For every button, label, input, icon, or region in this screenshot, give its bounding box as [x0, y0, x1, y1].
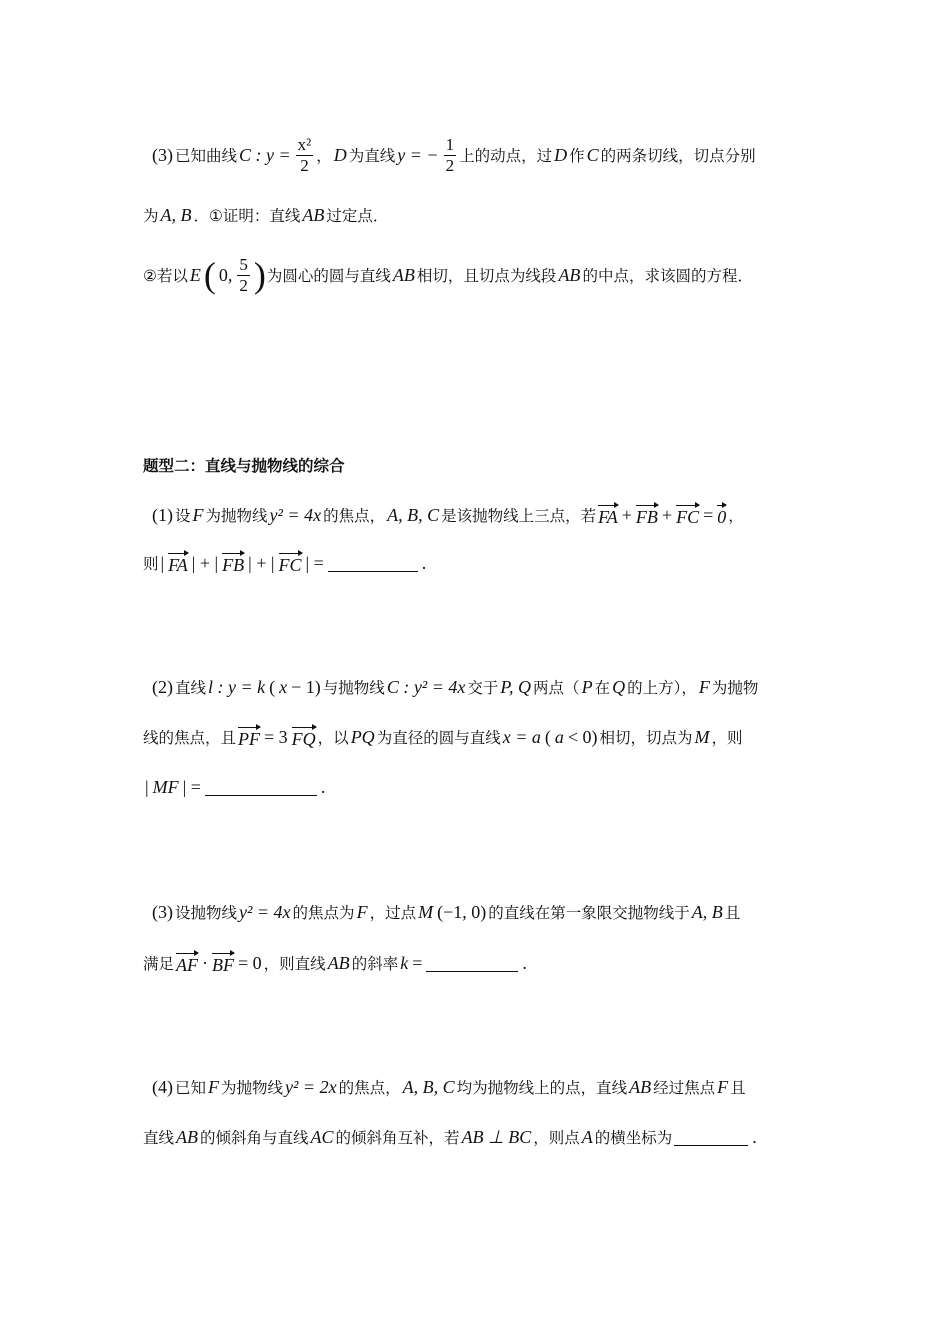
text: 相切，切点为: [599, 729, 693, 747]
text: ，以: [317, 729, 349, 747]
fraction-numerator: x²: [297, 134, 312, 154]
math-italic: A, B: [691, 901, 723, 922]
math-italic: C: [586, 144, 599, 165]
text: 的斜率: [351, 955, 399, 973]
q2-line-2: [143, 717, 743, 757]
math-italic: l : y = k: [208, 676, 266, 697]
math-italic: x = a: [502, 726, 541, 747]
p3-line-2: [143, 195, 388, 235]
vector: FB: [636, 503, 658, 528]
large-paren: (: [203, 255, 216, 295]
q4-line-1: [150, 1067, 746, 1107]
vector: 0: [717, 503, 726, 528]
text: 直线: [143, 1129, 175, 1147]
math-roman: (: [544, 726, 551, 747]
math-italic: F: [192, 504, 204, 525]
text: 且: [730, 1079, 746, 1097]
large-paren: ): [253, 255, 266, 295]
text: 则: [143, 555, 159, 573]
text: 均为抛物线上的点，直线: [456, 1079, 628, 1097]
text: ，过点: [369, 904, 417, 922]
fraction-denominator: 2: [445, 155, 455, 175]
text: 的上方），: [627, 679, 697, 697]
q2-line-1: [150, 667, 758, 707]
vector: BF: [212, 951, 234, 976]
math-italic: Q: [612, 676, 626, 697]
text: 为直线: [348, 147, 396, 165]
text: 已知曲线: [175, 147, 238, 165]
answer-blank: [674, 1129, 748, 1146]
math-italic: F: [717, 1076, 729, 1097]
vector: FQ: [292, 725, 316, 750]
math-italic: A, B, C: [387, 504, 440, 525]
text: 的焦点，: [338, 1079, 401, 1097]
q3-line-1: [150, 892, 740, 932]
math-roman: |: [145, 776, 149, 797]
math-roman: |: [160, 552, 165, 573]
math-italic: D: [333, 144, 347, 165]
math-italic: AB: [176, 1126, 199, 1147]
section-heading: [143, 445, 345, 485]
text: 经过焦点: [653, 1079, 716, 1097]
vector: FA: [168, 551, 188, 576]
text: ，: [728, 507, 744, 525]
text: 在: [594, 679, 611, 697]
math-roman: (2): [152, 676, 173, 697]
text: 为圆心的圆与直线: [266, 267, 391, 285]
math-roman: .: [421, 552, 427, 573]
math-italic: y = −: [397, 144, 439, 165]
text: 的倾斜角与直线: [200, 1129, 309, 1147]
text: 题型二：直线与抛物线的综合: [143, 457, 345, 475]
text: 是该抛物线上三点，若: [441, 507, 597, 525]
text: 作: [569, 147, 585, 165]
math-italic: M: [694, 726, 710, 747]
math-roman: < 0): [567, 726, 598, 747]
math-italic: A, B, C: [402, 1076, 455, 1097]
text: 的焦点，: [323, 507, 386, 525]
text: 的横坐标为: [594, 1129, 673, 1147]
math-roman: +: [621, 504, 632, 525]
math-italic: k: [400, 952, 409, 973]
math-roman: − 1): [291, 676, 321, 697]
math-italic: AB: [392, 264, 415, 285]
text: 设: [175, 507, 191, 525]
math-roman: (3): [152, 144, 173, 165]
text: 为: [143, 207, 159, 225]
math-roman: (4): [152, 1076, 173, 1097]
q1-line-2: [143, 543, 428, 583]
text: 设抛物线: [175, 904, 238, 922]
text: ，则: [711, 729, 743, 747]
math-italic: C : y =: [239, 144, 291, 165]
math-roman: | =: [305, 552, 324, 573]
text: 满足: [143, 955, 175, 973]
math-italic: F: [208, 1076, 220, 1097]
math-italic: M: [418, 901, 434, 922]
text: 相切，且切点为线段: [416, 267, 557, 285]
fraction-numerator: 1: [445, 134, 455, 154]
text: 的两条切线，切点分别: [600, 147, 756, 165]
q4-line-2: [143, 1117, 759, 1157]
math-italic: MF: [152, 776, 179, 797]
text: 的直线在第一象限交抛物线于: [488, 904, 690, 922]
q3-line-2: [143, 943, 529, 983]
math-italic: AB: [302, 204, 325, 225]
text: 线的焦点，且: [143, 729, 237, 747]
math-roman: .: [320, 776, 326, 797]
math-roman: = 0: [238, 952, 262, 973]
text: 上的动点，过: [459, 147, 553, 165]
q1-line-1: [150, 495, 744, 535]
math-italic: a: [554, 726, 564, 747]
vector: FA: [598, 503, 618, 528]
math-italic: AB: [558, 264, 581, 285]
math-italic: C : y² = 4x: [386, 676, 466, 697]
text: 且: [724, 904, 741, 922]
math-italic: F: [698, 676, 710, 697]
math-roman: .: [522, 952, 527, 973]
math-roman: | + |: [191, 552, 219, 573]
q2-line-3: [143, 767, 327, 807]
math-italic: E: [189, 264, 201, 285]
fraction-numerator: 5: [239, 254, 248, 274]
text: 为抛物线: [205, 507, 268, 525]
text: ②若以: [143, 267, 188, 285]
math-italic: A: [581, 1126, 593, 1147]
math-roman: | + |: [248, 552, 275, 573]
fraction: [444, 135, 457, 176]
math-italic: x: [279, 676, 288, 697]
vector: AF: [176, 951, 198, 976]
fraction: [296, 135, 314, 176]
text: ，则直线: [263, 955, 326, 973]
text: 为直径的圆与直线: [376, 729, 501, 747]
math-roman: =: [703, 504, 714, 525]
math-roman: = 3: [264, 726, 288, 747]
text: ，则点: [533, 1129, 580, 1147]
fraction-denominator: 2: [300, 155, 309, 175]
math-italic: AB: [629, 1076, 652, 1097]
math-roman: =: [412, 952, 423, 973]
fraction: [237, 255, 250, 296]
math-italic: PQ: [350, 726, 375, 747]
answer-blank: [205, 779, 317, 796]
math-italic: AB: [327, 952, 350, 973]
math-roman: ·: [202, 952, 209, 973]
math-italic: AB ⊥ BC: [461, 1126, 532, 1147]
text: 的倾斜角互补，若: [335, 1129, 460, 1147]
text: 两点（: [533, 679, 580, 697]
text: 直线: [175, 679, 207, 697]
math-roman: (3): [152, 901, 173, 922]
math-italic: AC: [310, 1126, 334, 1147]
text: 已知: [175, 1079, 207, 1097]
answer-blank: [328, 555, 418, 572]
vector: FC: [279, 551, 302, 576]
math-roman: (1): [152, 504, 173, 525]
text: 为抛物线: [221, 1079, 284, 1097]
math-italic: y² = 2x: [285, 1076, 337, 1097]
math-italic: y² = 4x: [269, 504, 322, 525]
math-roman: (−1, 0): [437, 901, 487, 922]
math-roman: +: [661, 504, 673, 525]
vector: FB: [222, 551, 244, 576]
vector: PF: [238, 725, 260, 750]
math-italic: F: [356, 901, 368, 922]
text: ．①证明：直线: [193, 207, 301, 225]
p3-line-1: [150, 135, 756, 175]
text: 交于: [467, 679, 499, 697]
math-roman: .: [752, 1126, 757, 1147]
text: 的中点，求该圆的方程．: [582, 267, 753, 285]
math-italic: P, Q: [500, 676, 532, 697]
text: 过定点．: [326, 207, 389, 225]
math-italic: y² = 4x: [239, 901, 291, 922]
vector: FC: [676, 503, 699, 528]
text: ，: [316, 147, 332, 165]
math-roman: 0,: [218, 264, 233, 285]
math-italic: P: [581, 676, 593, 697]
fraction-denominator: 2: [239, 275, 248, 295]
p3-line-3: [143, 255, 753, 295]
math-italic: A, B: [160, 204, 192, 225]
text: 为抛物: [711, 679, 759, 697]
math-roman: (: [269, 676, 276, 697]
math-roman: | =: [182, 776, 201, 797]
text: 的焦点为: [292, 904, 355, 922]
answer-blank: [426, 955, 518, 972]
text: 与抛物线: [322, 679, 385, 697]
math-italic: D: [554, 144, 568, 165]
